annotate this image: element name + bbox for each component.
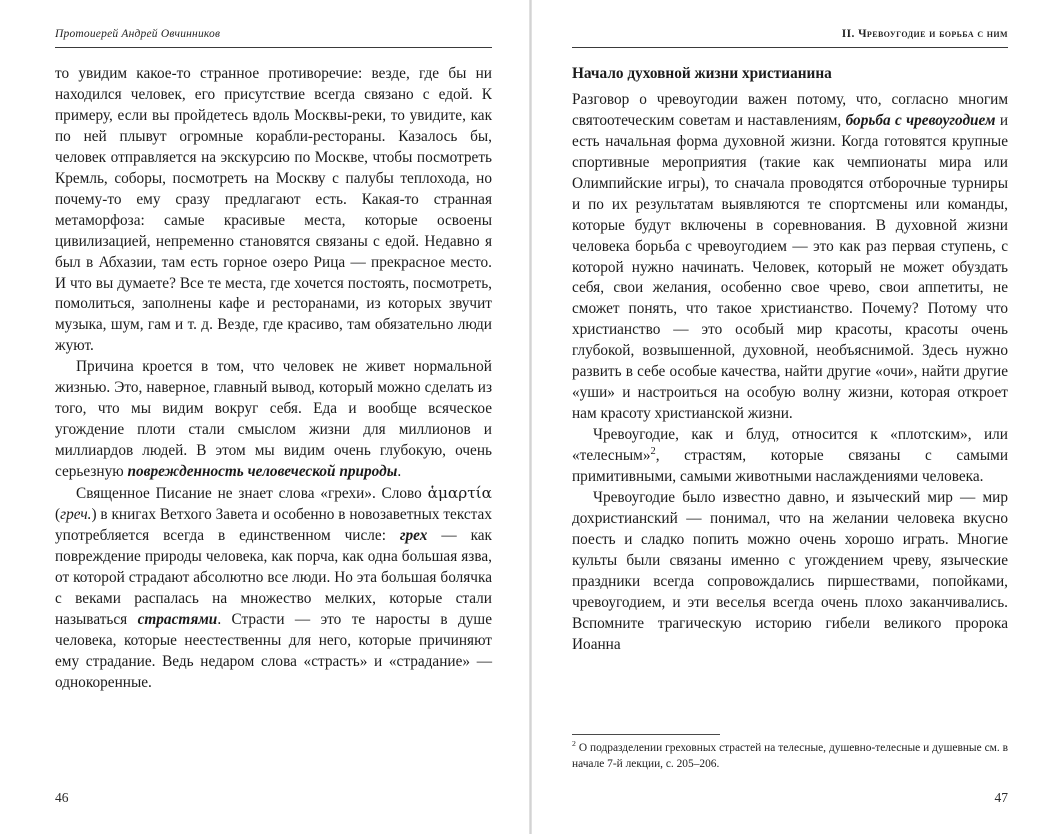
paragraph-text: Чревоугодие, как и блуд, относится к «плотским», или «телесным» xyxy=(572,426,1008,465)
footnote-reference-marker: 2 xyxy=(650,445,656,457)
left-page-number: 46 xyxy=(55,790,69,805)
right-page xyxy=(530,0,1060,834)
paragraph xyxy=(572,425,1008,488)
paragraph-text: — как повреждение природы человека, как порча, как одна большая язва, от которой страдают абсолютно все люди. Но эта большая болячка с веками распалась на множество мелких, которые стали называться xyxy=(55,526,492,628)
right-running-head: II. Чревоугодие и борьба с ним xyxy=(841,28,1008,40)
paragraph-text: ) в книгах Ветхого Завета и особенно в новозаветных текстах употребляется всегда в единственном числе: xyxy=(55,506,492,544)
footnote-marker: 2 xyxy=(572,739,576,749)
left-page-body xyxy=(55,64,492,694)
paragraph-text: Священное Писание не знает слова «грехи». Слово xyxy=(76,485,428,503)
emphasis-text: грех xyxy=(399,526,428,544)
paragraph-text: и есть начальная форма духовной жизни. Когда готовятся крупные спортивные мероприятия (такие как чемпионаты мира или Олимпийские игры), то сначала проводятся отборочные турниры и по их результатам выявляются те спортсмены или команды, которые будут включены в соревнования. В духовной жизни человека борьба с чревоугодием — это как раз первая ступень, с которой нужно начинать. Человек, который не может обуздать себя, свои желания, особенно свое чрево, свои аппетиты, не сможет понять, что такое христианство. Почему? Потому что христианство — это особый мир красоты, красоты очень глубокой, возвышенной, духовной, необъяснимой. Здесь нужно развить в себе особые качества, найти другие «очи», найти другие «уши» и настроиться на особую волну жизни, которая откроет нам красоту христианской жизни. xyxy=(572,111,1009,423)
right-page-number: 47 xyxy=(994,790,1008,805)
left-header-rule xyxy=(55,47,492,48)
right-header-rule xyxy=(572,47,1008,48)
paragraph-text: . xyxy=(397,463,402,481)
paragraph xyxy=(55,357,492,483)
footnote-text: О подразделении греховных страстей на телесные, душевно-телесные и душевные см. в начале 7-й лекции, с. 205–206. xyxy=(572,742,1008,770)
emphasis-text: борьба с чревоугодием xyxy=(845,111,996,129)
paragraph: то увидим какое-то странное противоречие: везде, где бы ни находился человек, его присутствие всегда связано с едой. К примеру, если вы пройдетесь вдоль Москвы-реки, то увидите, как по ней плывут огромные корабли-рестораны. Казалось бы, человек отправляется на экскурсию по Москве, чтобы посмотреть Кремль, соборы, посмотреть на Москву с палубы теплохода, но почему-то ему сразу предлагают есть. Какая-то странная метаморфоза: самые красивые места, которые освоены цивилизацией, непременно становятся связаны с едой. Недавно я был в Абхазии, там есть горное озеро Рица — прекрасное место. И что вы думаете? Все те места, где хочется постоять, посмотреть, помолиться, заполнены кафе и ресторанами, из которых звучит музыка, шум, гам и т. д. Везде, где красиво, там обязательно люди жуют. xyxy=(55,65,492,355)
footnote-entry xyxy=(572,741,1008,772)
paragraph xyxy=(55,483,492,694)
paragraph-text: Причина кроется в том, что человек не живет нормальной жизнью. Это, наверное, главный вывод, который можно сделать из того, что мы видим вокруг себя. Еда и вообще всяческое угождение плоти стали смыслом жизни для миллионов и миллиардов людей. В этом мы видим очень глубокую, очень серьезную xyxy=(55,358,492,481)
paragraph-text: ( xyxy=(55,506,61,524)
footnote-separator xyxy=(572,734,720,735)
greek-word: ἁμαρτία xyxy=(427,484,492,503)
left-running-head: Протоиерей Андрей Овчинников xyxy=(55,28,221,40)
right-page-body xyxy=(572,64,1008,656)
emphasis-text: страстями xyxy=(137,610,218,628)
footnote-block xyxy=(572,734,1008,772)
emphasis-text: поврежденность человеческой природы xyxy=(127,463,398,481)
paragraph-text: , страстям, которые связаны с самыми примитивными, самыми животными наслаждениями человека. xyxy=(572,447,1008,486)
paragraph-text: . Страсти — это те наросты в душе человека, которые неестественны для него, которые причиняют ему страдание. Ведь недаром слова «страсть» и «страдание» — однокоренные. xyxy=(55,610,492,691)
paragraph-text: Разговор о чревоугодии важен потому, что, согласно многим святоотеческим советам и наставлениям, xyxy=(572,90,1008,129)
paragraph: Чревоугодие было известно давно, и языческий мир — мир дохристианский — понимал, что на желании человека вкусно поесть и сладко попить можно очень хорошо играть. Многие культы были связаны именно с угождением чреву, языческие праздники всегда сопровождались пиршествами, попойками, чревоугодием, и эти веселья всегда очень плохо заканчивались. Вспомните трагическую историю гибели великого пророка Иоанна xyxy=(572,488,1008,653)
paragraph xyxy=(572,90,1008,425)
language-note: греч. xyxy=(60,506,92,524)
section-title: Начало духовной жизни христианина xyxy=(572,65,832,82)
